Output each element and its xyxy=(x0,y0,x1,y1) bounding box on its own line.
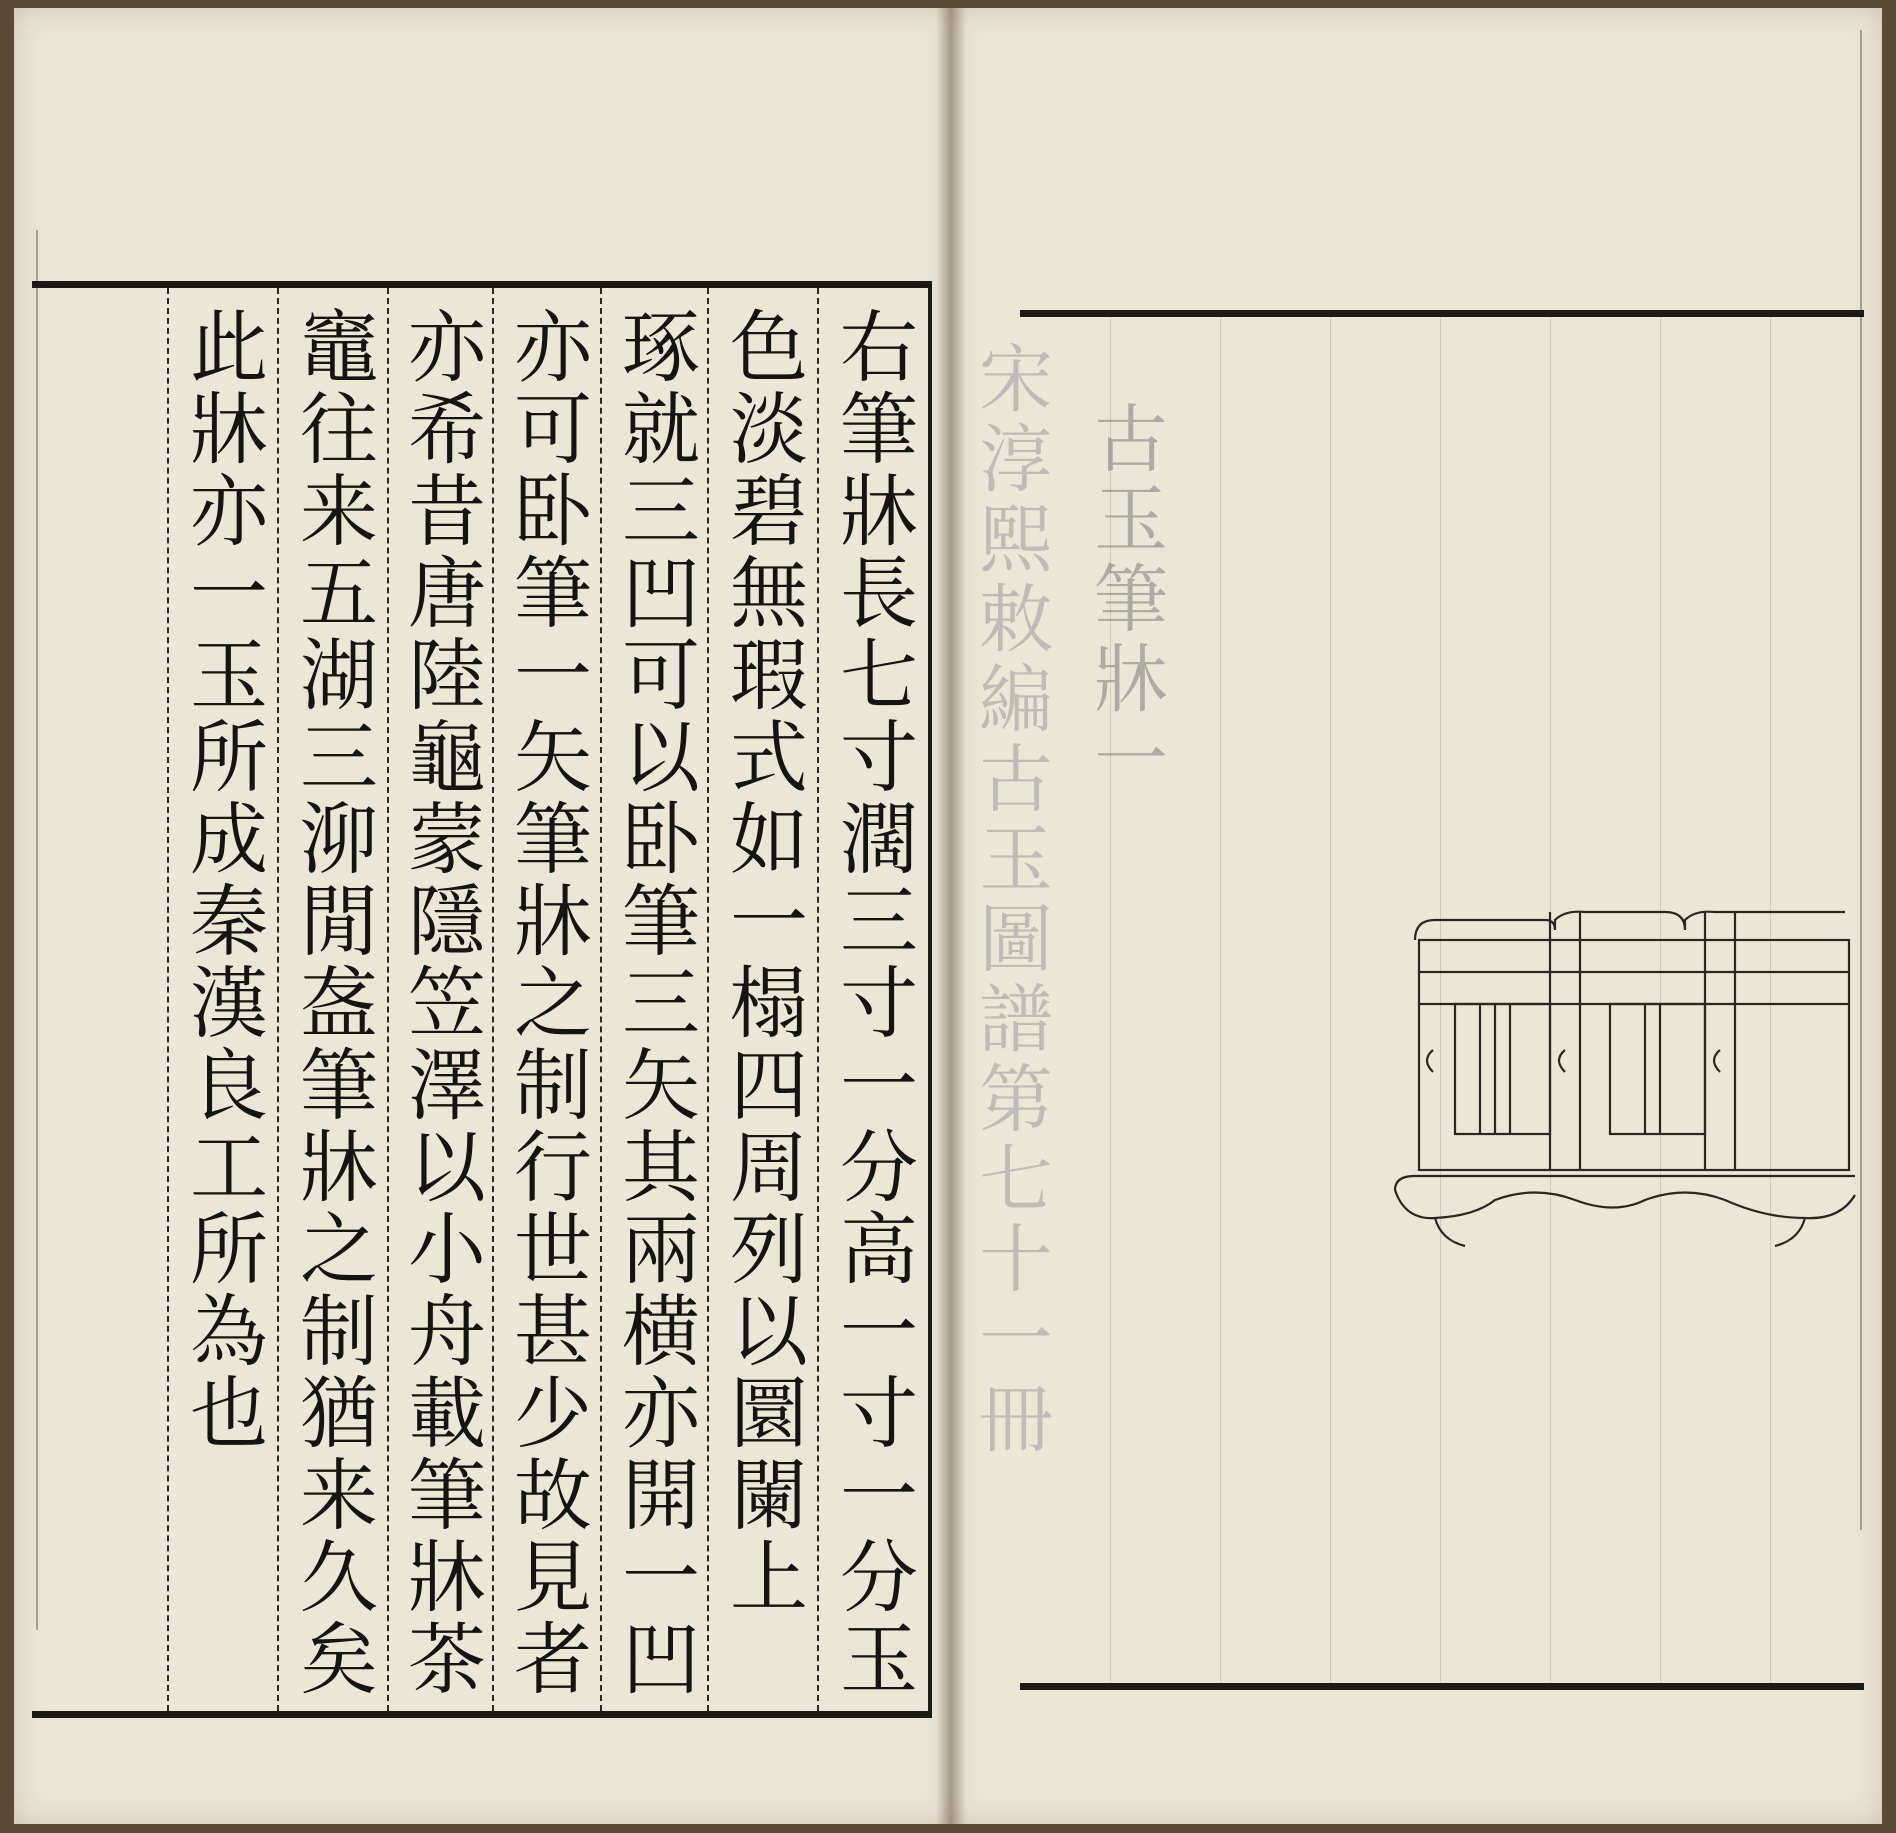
column-rule xyxy=(1220,317,1221,1683)
text-column-5: 亦希昔唐陸龜蒙隱笠澤以小舟載筆牀茶 xyxy=(395,306,485,1700)
jade-brush-rest-illustration xyxy=(1385,900,1865,1290)
column-rule xyxy=(167,288,169,1711)
book-gutter xyxy=(936,8,966,1824)
text-column-6: 竈往来五湖三泖閒盋筆牀之制猶来久矣 xyxy=(287,306,377,1700)
column-rule xyxy=(600,288,602,1711)
text-column-1: 右筆牀長七寸濶三寸一分高一寸一分玉 xyxy=(827,306,917,1700)
left-text-frame xyxy=(32,281,932,1718)
column-rule xyxy=(707,288,709,1711)
text-column-7: 此牀亦一玉所成秦漢良工所為也 xyxy=(177,306,267,1454)
text-column-2: 色淡碧無瑕式如一榻四周列以圜闌上 xyxy=(717,306,807,1618)
illustration-caption: 古玉筆牀一 xyxy=(1082,400,1168,800)
column-rule xyxy=(1330,317,1331,1683)
bleed-through-text: 宋淳熙敕編古玉圖譜第七十一冊 xyxy=(967,340,1053,1460)
text-column-3: 琢就三凹可以卧筆三矢其兩横亦開一凹 xyxy=(609,306,699,1700)
text-column-4: 亦可卧筆一矢筆牀之制行世甚少故見者 xyxy=(501,306,591,1700)
column-rule xyxy=(277,288,279,1711)
column-rule xyxy=(817,288,819,1711)
column-rule xyxy=(492,288,494,1711)
column-rule xyxy=(387,288,389,1711)
